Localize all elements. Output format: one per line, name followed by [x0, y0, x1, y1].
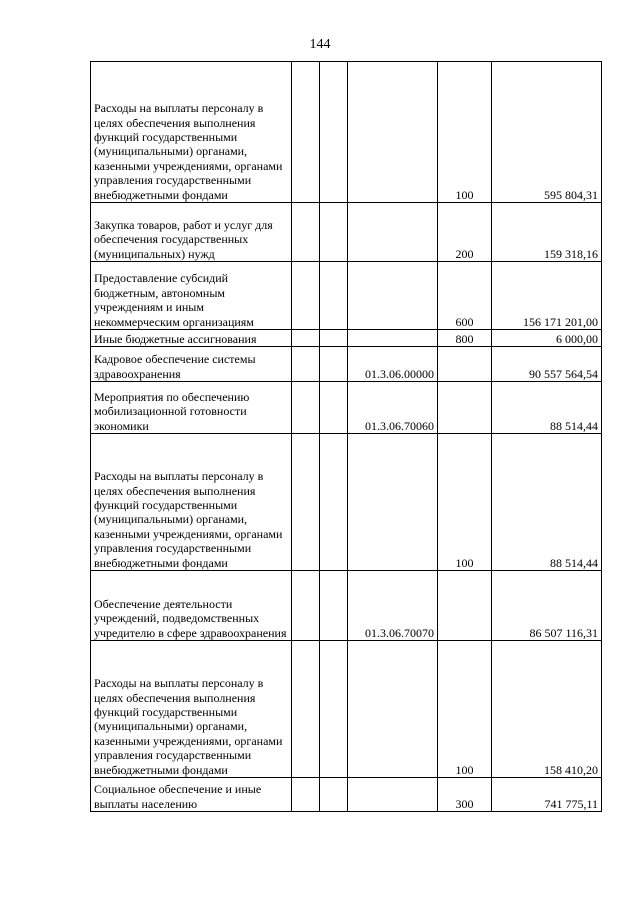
empty-cell — [292, 347, 320, 382]
amount: 88 514,44 — [492, 382, 602, 434]
budget-table — [90, 61, 602, 812]
row-name: Социальное обеспечение и иные выплаты населению — [91, 778, 292, 812]
table-row — [91, 262, 602, 330]
expense-type — [438, 347, 492, 382]
page-number: 144 — [309, 37, 331, 52]
table-row — [91, 434, 602, 571]
expense-type: 300 — [438, 778, 492, 812]
empty-cell — [320, 330, 348, 347]
empty-cell — [292, 262, 320, 330]
expense-type: 600 — [438, 262, 492, 330]
target-code — [348, 262, 438, 330]
amount: 159 318,16 — [492, 203, 602, 262]
empty-cell — [292, 203, 320, 262]
target-code — [348, 330, 438, 347]
table-row — [91, 330, 602, 347]
table-row — [91, 571, 602, 641]
target-code — [348, 641, 438, 778]
empty-cell — [292, 330, 320, 347]
table-row — [91, 382, 602, 434]
row-name: Расходы на выплаты персоналу в целях обеспечения выполнения функций государственными (муниципальными) органами, казенными учреждениями, органами управления государственными внебюджетными фондами — [91, 434, 292, 571]
table-row — [91, 62, 602, 203]
amount: 86 507 116,31 — [492, 571, 602, 641]
amount: 158 410,20 — [492, 641, 602, 778]
row-name: Кадровое обеспечение системы здравоохранения — [91, 347, 292, 382]
expense-type: 100 — [438, 62, 492, 203]
row-name: Обеспечение деятельности учреждений, подведомственных учредителю в сфере здравоохранения — [91, 571, 292, 641]
table-row — [91, 641, 602, 778]
amount: 6 000,00 — [492, 330, 602, 347]
empty-cell — [292, 434, 320, 571]
table-row — [91, 778, 602, 812]
target-code — [348, 62, 438, 203]
expense-type: 800 — [438, 330, 492, 347]
empty-cell — [320, 262, 348, 330]
amount: 88 514,44 — [492, 434, 602, 571]
amount: 741 775,11 — [492, 778, 602, 812]
table-row — [91, 347, 602, 382]
empty-cell — [320, 571, 348, 641]
target-code — [348, 778, 438, 812]
empty-cell — [292, 641, 320, 778]
row-name: Расходы на выплаты персоналу в целях обеспечения выполнения функций государственными (муниципальными) органами, казенными учреждениями, органами управления государственными внебюджетными фондами — [91, 62, 292, 203]
empty-cell — [320, 347, 348, 382]
target-code: 01.3.06.00000 — [348, 347, 438, 382]
empty-cell — [292, 778, 320, 812]
empty-cell — [292, 571, 320, 641]
target-code — [348, 203, 438, 262]
empty-cell — [320, 641, 348, 778]
amount: 595 804,31 — [492, 62, 602, 203]
target-code: 01.3.06.70070 — [348, 571, 438, 641]
amount: 90 557 564,54 — [492, 347, 602, 382]
table-row — [91, 203, 602, 262]
empty-cell — [292, 62, 320, 203]
expense-type: 100 — [438, 434, 492, 571]
target-code: 01.3.06.70060 — [348, 382, 438, 434]
empty-cell — [320, 778, 348, 812]
empty-cell — [320, 434, 348, 571]
amount: 156 171 201,00 — [492, 262, 602, 330]
target-code — [348, 434, 438, 571]
expense-type — [438, 571, 492, 641]
row-name: Закупка товаров, работ и услуг для обеспечения государственных (муниципальных) нужд — [91, 203, 292, 262]
empty-cell — [292, 382, 320, 434]
expense-type — [438, 382, 492, 434]
row-name: Расходы на выплаты персоналу в целях обеспечения выполнения функций государственными (муниципальными) органами, казенными учреждениями, органами управления государственными внебюджетными фондами — [91, 641, 292, 778]
row-name: Иные бюджетные ассигнования — [91, 330, 292, 347]
row-name: Предоставление субсидий бюджетным, автономным учреждениям и иным некоммерческим организациям — [91, 262, 292, 330]
empty-cell — [320, 203, 348, 262]
expense-type: 200 — [438, 203, 492, 262]
empty-cell — [320, 62, 348, 203]
empty-cell — [320, 382, 348, 434]
expense-type: 100 — [438, 641, 492, 778]
row-name: Мероприятия по обеспечению мобилизационной готовности экономики — [91, 382, 292, 434]
